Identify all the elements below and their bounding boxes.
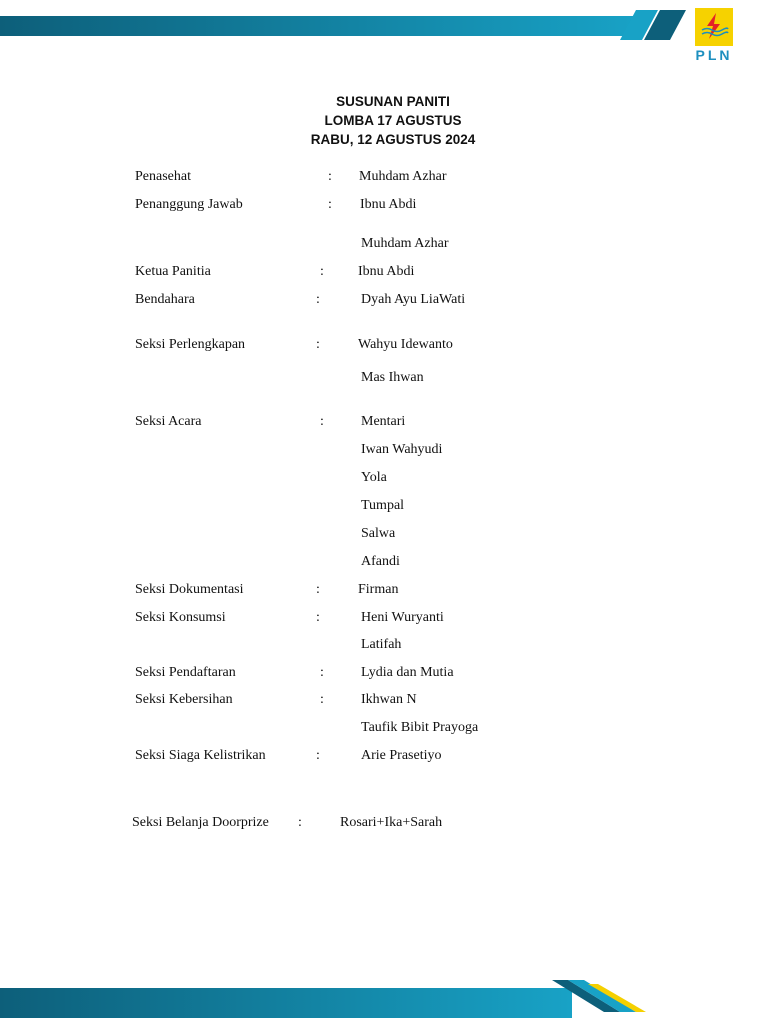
member-name: Mas Ihwan: [361, 370, 424, 385]
colon-separator: :: [320, 665, 324, 680]
member-name: Dyah Ayu LiaWati: [361, 292, 466, 307]
colon-separator: :: [316, 610, 320, 625]
colon-separator: :: [316, 582, 320, 597]
colon-separator: :: [316, 337, 320, 352]
member-name: Taufik Bibit Prayoga: [361, 720, 479, 735]
role-label: Seksi Perlengkapan: [135, 337, 246, 352]
member-name: Muhdam Azhar: [361, 236, 449, 251]
member-name: Salwa: [361, 526, 396, 541]
role-label: Bendahara: [135, 292, 195, 307]
title-line-2: LOMBA 17 AGUSTUS: [324, 113, 462, 128]
colon-separator: :: [316, 748, 320, 763]
colon-separator: :: [320, 264, 324, 279]
member-name: Rosari+Ika+Sarah: [340, 815, 443, 830]
colon-separator: :: [320, 414, 324, 429]
role-label: Seksi Pendaftaran: [135, 665, 236, 680]
role-label: Seksi Kebersihan: [135, 692, 233, 707]
member-name: Lydia dan Mutia: [361, 665, 454, 680]
member-name: Ibnu Abdi: [360, 197, 417, 212]
colon-separator: :: [328, 197, 332, 212]
pln-logo-icon: [695, 8, 733, 46]
pln-logo-text: PLN: [695, 47, 733, 63]
member-name: Latifah: [361, 637, 402, 652]
footer-band: [0, 966, 768, 1024]
colon-separator: :: [298, 815, 302, 830]
role-label: Seksi Siaga Kelistrikan: [135, 748, 266, 763]
pln-logo: [692, 8, 736, 63]
member-name: Arie Prasetiyo: [361, 748, 442, 763]
member-name: Wahyu Idewanto: [358, 337, 453, 352]
header-band: [0, 0, 768, 44]
role-label: Seksi Belanja Doorprize: [132, 815, 269, 830]
member-name: Mentari: [361, 414, 406, 429]
header-stripe: [0, 16, 640, 36]
member-name: Ikhwan N: [361, 692, 417, 707]
member-name: Tumpal: [361, 498, 405, 513]
member-name: Yola: [361, 470, 387, 485]
title-line-1: SUSUNAN PANITI: [336, 94, 450, 109]
member-name: Muhdam Azhar: [359, 169, 447, 184]
colon-separator: :: [316, 292, 320, 307]
member-name: Ibnu Abdi: [358, 264, 415, 279]
title-line-3: RABU, 12 AGUSTUS 2024: [310, 132, 476, 147]
role-label: Seksi Dokumentasi: [135, 582, 244, 597]
role-label: Penanggung Jawab: [135, 197, 243, 212]
member-name: Firman: [358, 582, 399, 597]
colon-separator: :: [320, 692, 324, 707]
colon-separator: :: [328, 169, 332, 184]
role-label: Seksi Konsumsi: [135, 610, 226, 625]
member-name: Afandi: [361, 554, 400, 569]
role-label: Penasehat: [135, 169, 191, 184]
footer-stripe: [0, 988, 572, 1018]
role-label: Seksi Acara: [135, 414, 202, 429]
member-name: Heni Wuryanti: [361, 610, 444, 625]
member-name: Iwan Wahyudi: [361, 442, 443, 457]
role-label: Ketua Panitia: [135, 264, 211, 279]
document-title: [0, 92, 768, 149]
